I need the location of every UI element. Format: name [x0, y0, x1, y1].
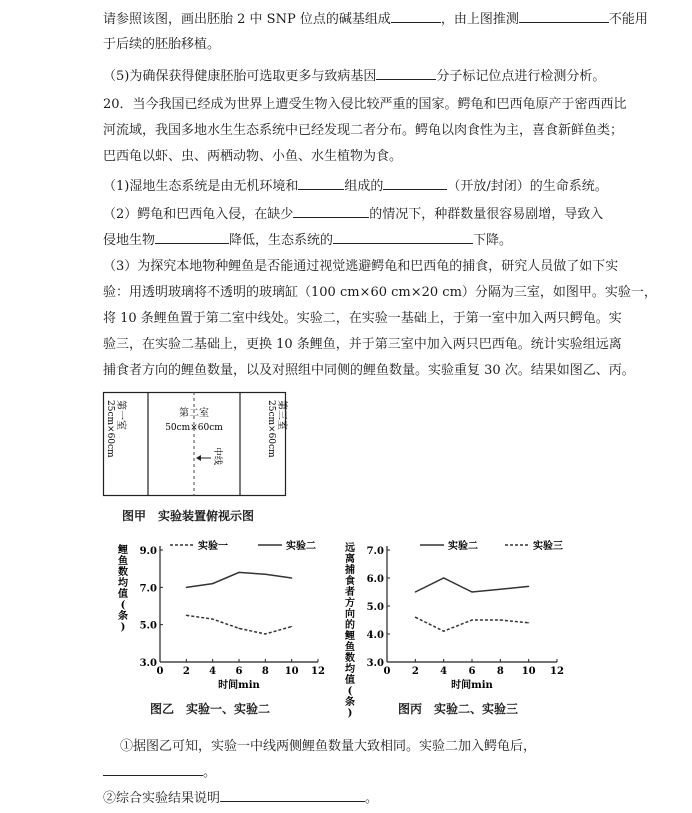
text-line-4 [103, 96, 627, 114]
y-axis-label-char: 均 [345, 664, 355, 675]
data-point [500, 589, 501, 590]
text-segment: 请参照该图，画出胚胎 2 中 SNP 位点的碱基组成 [103, 12, 391, 27]
text-segment: 的情况下，种群数量很容易剧增，导致入 [369, 207, 604, 222]
legend-label: 实验二 [286, 541, 316, 552]
data-point [471, 591, 472, 592]
text-line-12 [103, 310, 622, 328]
data-point [291, 577, 292, 578]
text-segment: （5)为确保获得健康胚胎可选取更多与致病基因 [103, 69, 377, 84]
text-line-11 [103, 284, 657, 302]
text-segment: 。 [365, 791, 379, 806]
x-tick-label: 6 [468, 666, 476, 677]
text-segment: 捕食者方向的鲤鱼数量，以及对照组中同侧的鲤鱼数量。实验重复 30 次。结果如图乙、丙。 [103, 363, 635, 378]
y-axis-label-char: 向 [345, 609, 355, 620]
y-tick-label: 3.0 [366, 658, 384, 669]
text-line-5 [103, 122, 623, 140]
chart-yi [115, 535, 330, 695]
text-segment: 不能用 [608, 12, 648, 27]
text-segment: 20．当今我国已经成为世界上遭受生物入侵比较严重的国家。鳄龟和巴西龟原产于密西西比 [103, 97, 627, 112]
data-point [212, 583, 213, 584]
text-segment: 巴西龟以虾、虫、两栖动物、小鱼、水生植物为食。 [103, 149, 403, 164]
text-segment: 组成的 [344, 179, 384, 194]
y-axis-label-char: 远 [345, 543, 355, 554]
x-tick-label: 4 [440, 666, 448, 677]
y-axis-label-char: 离 [345, 554, 355, 565]
series-line-2 [186, 572, 291, 587]
x-tick-label: 8 [496, 666, 504, 677]
data-point [186, 587, 187, 588]
answer-blank[interactable] [220, 788, 365, 802]
chart-yi-caption: 图乙 实验一、实验二 [150, 702, 271, 716]
data-point [443, 577, 444, 578]
text-segment: ①据图乙可知，实验一中线两侧鲤鱼数量大致相同。实验二加入鳄龟后， [120, 739, 537, 754]
y-tick-label: 7.0 [139, 583, 157, 595]
y-axis-label-char: 数 [118, 567, 128, 578]
y-axis-label-char: ) [347, 708, 353, 719]
answer-blank[interactable] [103, 762, 203, 776]
y-axis-label-char: 值 [118, 589, 128, 600]
y-axis-label-char: ( [120, 600, 126, 611]
text-segment: ②综合实验结果说明 [103, 791, 221, 806]
x-tick-label: 10 [284, 666, 299, 677]
room2-size: 50cm×60cm [165, 423, 223, 433]
x-tick-label: 10 [521, 666, 536, 677]
text-segment: ，由上图推测 [440, 12, 519, 27]
text-segment: （3）为探究本地物种鲤鱼是否能通过视觉逃避鳄龟和巴西龟的捕食，研究人员做了如下实 [103, 259, 619, 274]
y-axis-label-char: 的 [345, 620, 355, 631]
data-point [265, 574, 266, 575]
question-1-answer [103, 762, 216, 782]
text-segment: 验：用透明玻璃将不透明的玻璃缸（100 cm×60 cm×20 cm）分隔为三室，如图甲。实验一， [103, 285, 657, 300]
y-axis-label-char: 均 [118, 578, 128, 589]
data-point [471, 619, 472, 620]
room3-size: 25cm×60cm [266, 400, 276, 458]
y-tick-label: 5.0 [139, 620, 157, 632]
series-line-2 [415, 617, 528, 631]
answer-blank[interactable] [333, 230, 473, 244]
series-line-1 [186, 615, 291, 634]
series-line-1 [415, 578, 528, 592]
y-tick-label: 3.0 [139, 658, 157, 669]
text-line-8 [103, 204, 603, 224]
y-axis-label-char: 方 [345, 598, 355, 609]
y-axis-label-char: 鱼 [345, 642, 355, 653]
data-point [528, 586, 529, 587]
x-tick-label: 8 [261, 666, 269, 677]
text-segment: 分子标记位点进行检测分析。 [436, 69, 606, 84]
x-axis-label: 时间min [218, 680, 260, 691]
text-segment: （开放/封闭）的生命系统。 [447, 179, 608, 194]
question-2 [103, 788, 378, 808]
x-tick-label: 0 [383, 666, 391, 677]
y-axis-label-char: ( [347, 686, 353, 697]
question-1 [120, 738, 536, 756]
data-point [415, 617, 416, 618]
x-tick-label: 4 [209, 666, 217, 677]
answer-blank[interactable] [298, 176, 344, 190]
text-line-9 [103, 230, 512, 250]
y-axis-label-char: 数 [345, 653, 355, 664]
text-segment: 将 10 条鲤鱼置于第二室中线处。实验二，在实验一基础上，于第一室中加入两只鳄龟。实 [103, 311, 622, 326]
room1-label: 第一室 [115, 400, 126, 430]
y-axis-label-char: 条 [345, 697, 355, 708]
text-line-3 [103, 66, 605, 86]
answer-blank[interactable] [383, 176, 447, 190]
y-axis-label-char: 捕 [345, 565, 355, 576]
text-segment: 侵地生物 [103, 233, 156, 248]
y-tick-label: 4.0 [366, 630, 384, 641]
x-tick-label: 2 [411, 666, 419, 677]
answer-blank[interactable] [391, 9, 441, 23]
data-point [186, 615, 187, 616]
y-tick-label: 7.0 [366, 546, 384, 557]
text-segment: （2）鳄龟和巴西龟入侵，在缺少 [103, 207, 294, 222]
data-point [212, 618, 213, 619]
data-point [265, 633, 266, 634]
text-segment: （1)湿地生态系统是由无机环境和 [103, 179, 299, 194]
y-axis-label-char: 鲤 [118, 545, 128, 556]
text-segment: 下降。 [473, 233, 513, 248]
y-axis-label-char: 鱼 [118, 556, 128, 567]
legend-label: 实验二 [448, 541, 478, 552]
data-point [238, 572, 239, 573]
y-tick-label: 5.0 [366, 602, 384, 613]
x-tick-label: 2 [182, 666, 190, 677]
room2-label: 第二室 [179, 408, 209, 419]
data-point [500, 619, 501, 620]
y-axis-label-char: ) [120, 622, 126, 633]
text-segment: 降低，生态系统的 [229, 233, 334, 248]
y-axis-label-char: 值 [345, 675, 355, 686]
x-axis-label: 时间min [451, 680, 493, 691]
midline-arrow-head [196, 455, 201, 461]
text-line-6 [103, 148, 402, 166]
y-axis-label-char: 鲤 [345, 631, 355, 642]
chart-bing-caption: 图丙 实验二、实验三 [398, 702, 519, 716]
data-point [415, 591, 416, 592]
answer-blank[interactable] [155, 230, 229, 244]
data-point [443, 631, 444, 632]
x-tick-label: 0 [156, 666, 164, 677]
figure-jia-apparatus [103, 392, 303, 502]
text-line-10 [103, 258, 618, 276]
text-line-7 [103, 176, 608, 196]
data-point [238, 628, 239, 629]
room1-size: 25cm×60cm [105, 400, 115, 458]
x-tick-label: 12 [550, 666, 564, 677]
y-tick-label: 6.0 [366, 574, 384, 585]
text-line-14 [103, 362, 635, 380]
answer-blank[interactable] [376, 66, 436, 80]
y-axis-label-char: 条 [118, 611, 128, 622]
text-line-13 [103, 336, 622, 354]
data-point [528, 622, 529, 623]
legend-label: 实验一 [198, 541, 228, 552]
text-line-1 [103, 9, 648, 29]
y-axis-label-char: 者 [345, 587, 355, 598]
midline-label: 中线 [212, 447, 222, 466]
x-tick-label: 12 [311, 666, 325, 677]
legend-label: 实验三 [533, 541, 563, 552]
text-segment: 河流域，我国多地水生生态系统中已经发现二者分布。鳄龟以肉食性为主，喜食新鲜鱼类； [103, 123, 624, 138]
answer-blank[interactable] [293, 204, 369, 218]
answer-blank[interactable] [519, 9, 609, 23]
text-segment: 验三，在实验二基础上，更换 10 条鲤鱼，并于第三室中加入两只巴西龟。统计实验组远离 [103, 337, 622, 352]
text-segment: 。 [203, 765, 217, 780]
room3-label: 第三室 [276, 400, 287, 430]
y-axis-label-char: 食 [345, 576, 355, 587]
x-tick-label: 6 [235, 666, 243, 677]
text-segment: 于后续的胚胎移植。 [103, 37, 221, 52]
text-line-2 [103, 36, 220, 54]
figure-jia-caption: 图甲 实验装置俯视示图 [122, 509, 255, 523]
data-point [291, 626, 292, 627]
y-tick-label: 9.0 [139, 546, 157, 557]
